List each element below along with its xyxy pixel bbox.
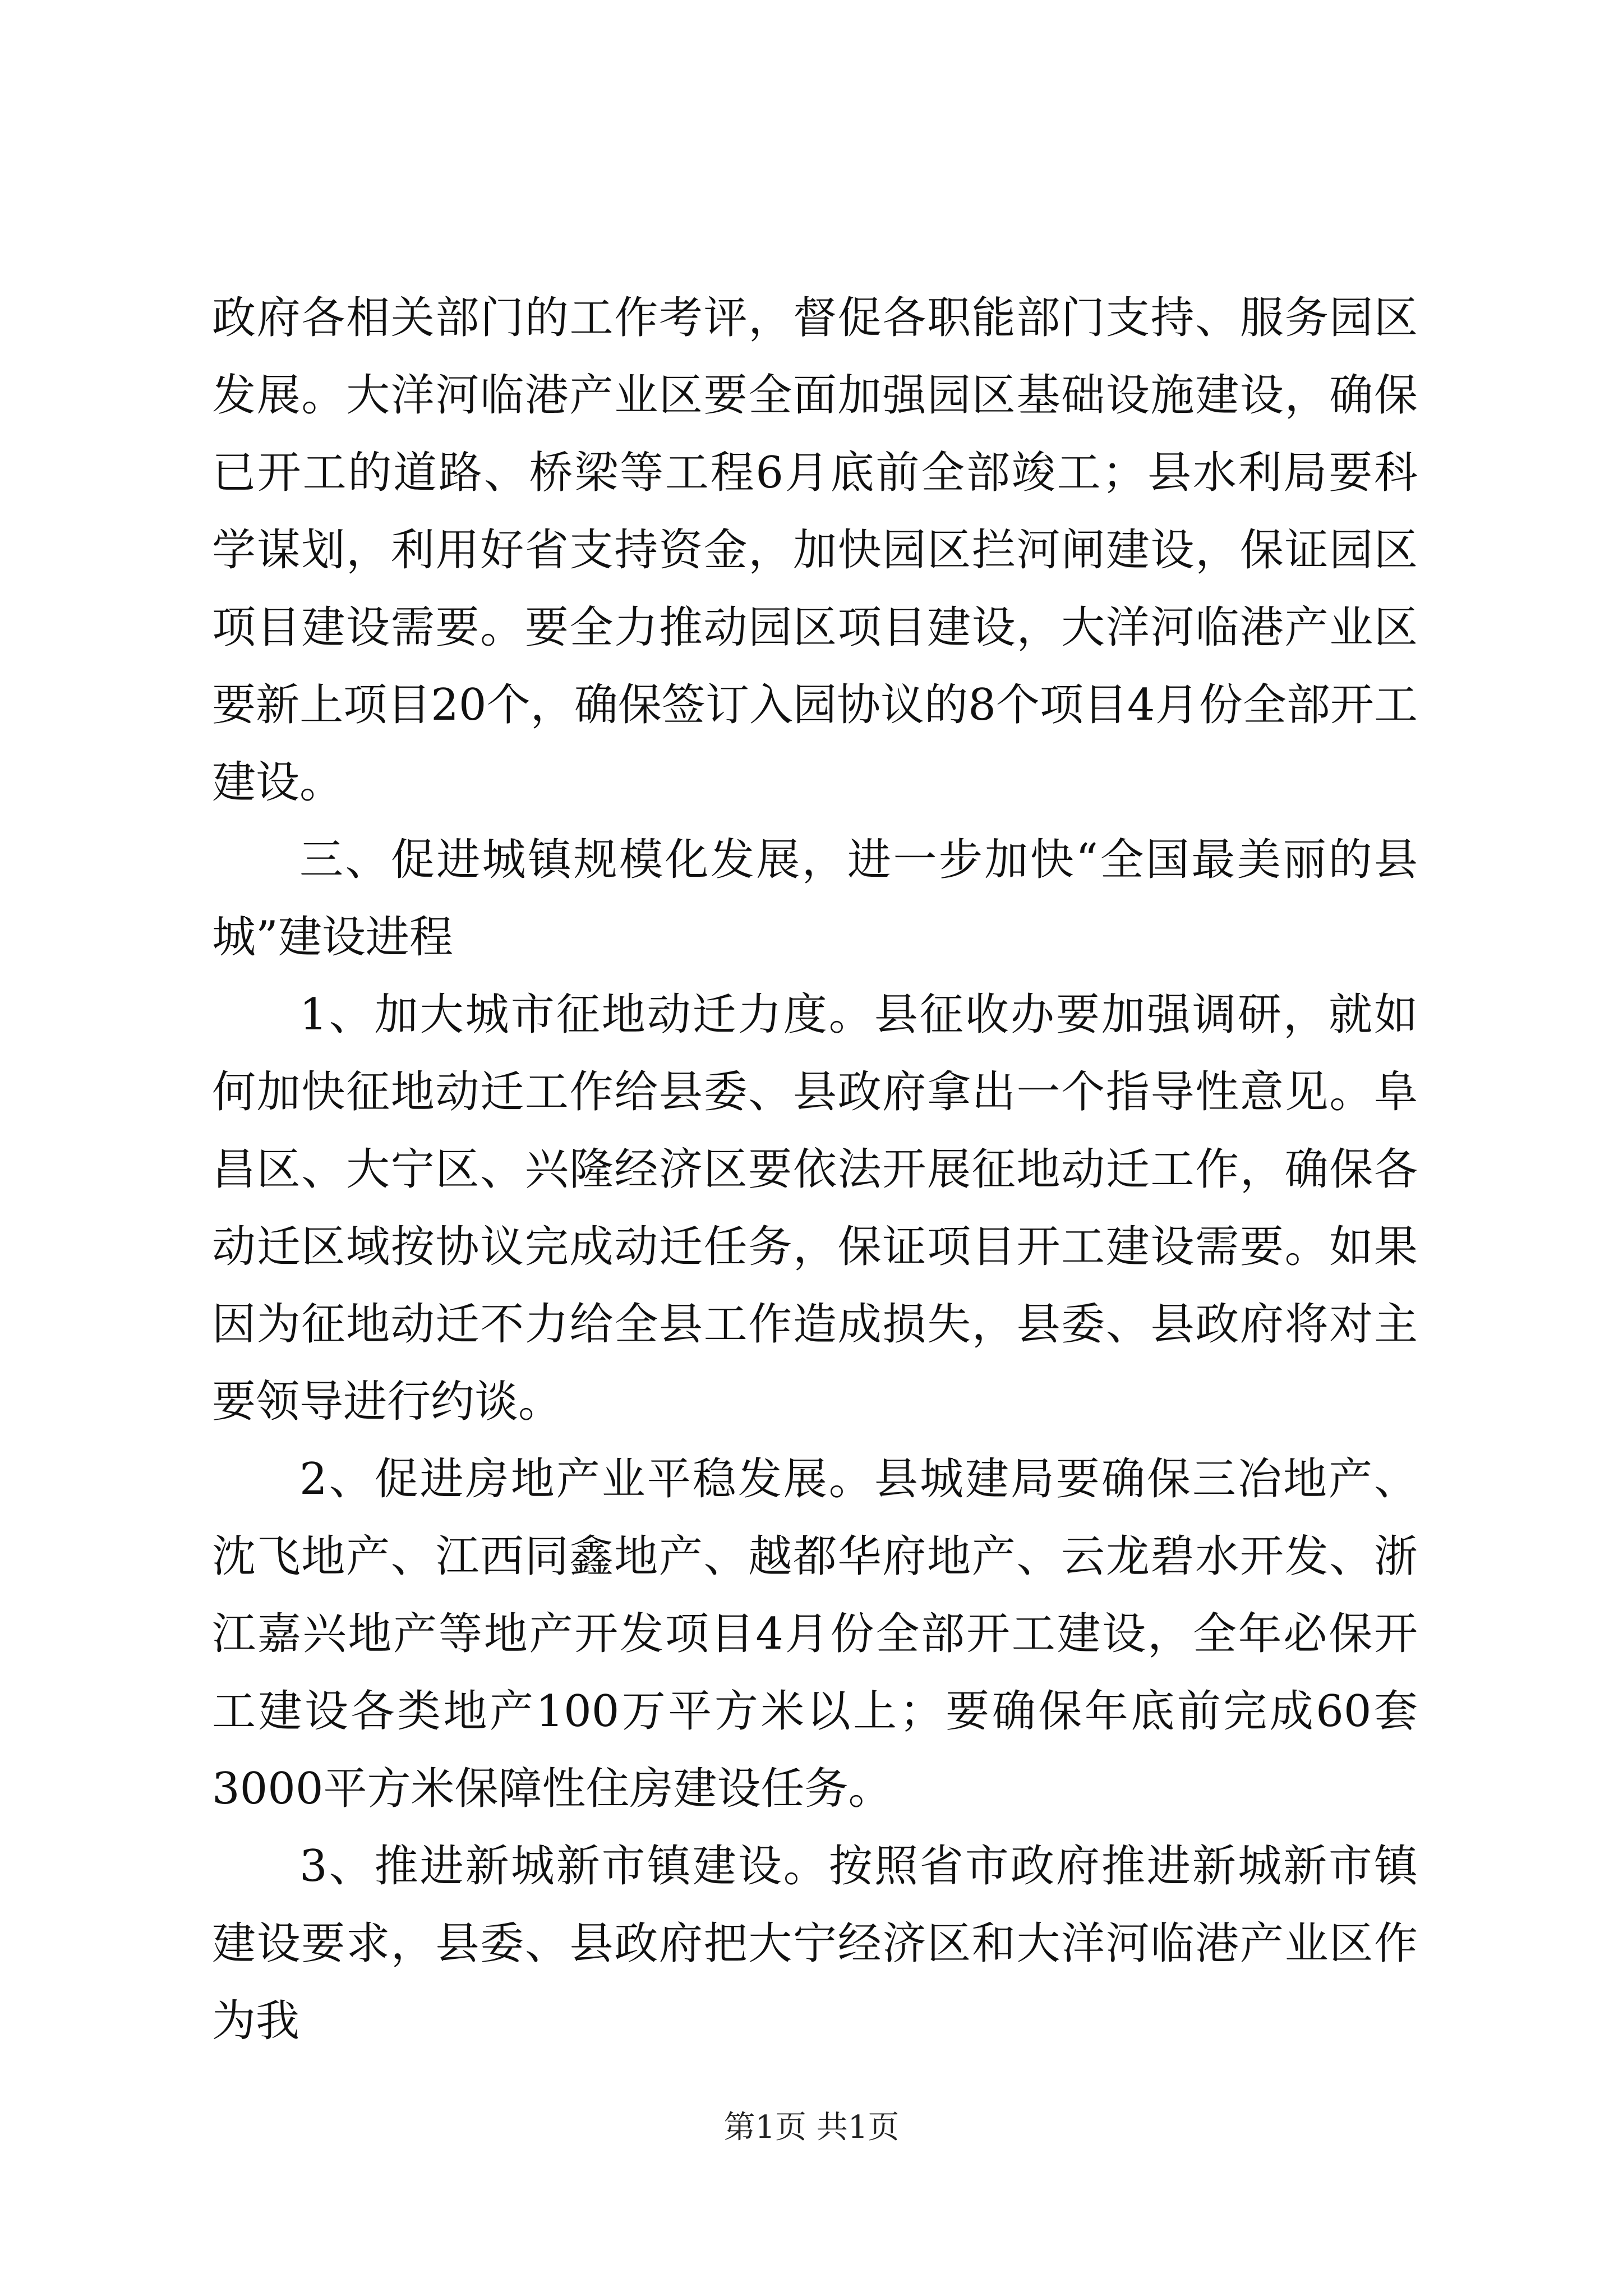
paragraph-park-development: 政府各相关部门的工作考评，督促各职能部门支持、服务园区发展。大洋河临港产业区要全面加强园区基础设施建设，确保已开工的道路、桥梁等工程6月底前全部竣工；县水利局要科学谋划，利用好省支持资金，加快园区拦河闸建设，保证园区项目建设需要。要全力推动园区项目建设，大洋河临港产业区要新上项目20个，确保签订入园协议的8个项目4月份全部开工建设。 xyxy=(212,293,1418,808)
section-heading-three: 三、促进城镇规模化发展，进一步加快“全国最美丽的县城”建设进程 xyxy=(212,835,1418,963)
document-body xyxy=(212,279,1418,2060)
paragraph-new-town: 3、推进新城新市镇建设。按照省市政府推进新城新市镇建设要求，县委、县政府把大宁经济区和大洋河临港产业区作为我 xyxy=(212,1841,1418,2046)
page-number-footer: 第1页 共1页 xyxy=(723,2109,900,2146)
paragraph-land-acquisition: 1、加大城市征地动迁力度。县征收办要加强调研，就如何加快征地动迁工作给县委、县政府拿出一个指导性意见。阜昌区、大宁区、兴隆经济区要依法开展征地动迁工作，确保各动迁区域按协议完成动迁任务，保证项目开工建设需要。如果因为征地动迁不力给全县工作造成损失，县委、县政府将对主要领导进行约谈。 xyxy=(212,990,1418,1427)
paragraph-real-estate: 2、促进房地产业平稳发展。县城建局要确保三冶地产、沈飞地产、江西同鑫地产、越都华府地产、云龙碧水开发、浙江嘉兴地产等地产开发项目4月份全部开工建设，全年必保开工建设各类地产100万平方米以上；要确保年底前完成60套3000平方米保障性住房建设任务。 xyxy=(212,1454,1418,1814)
